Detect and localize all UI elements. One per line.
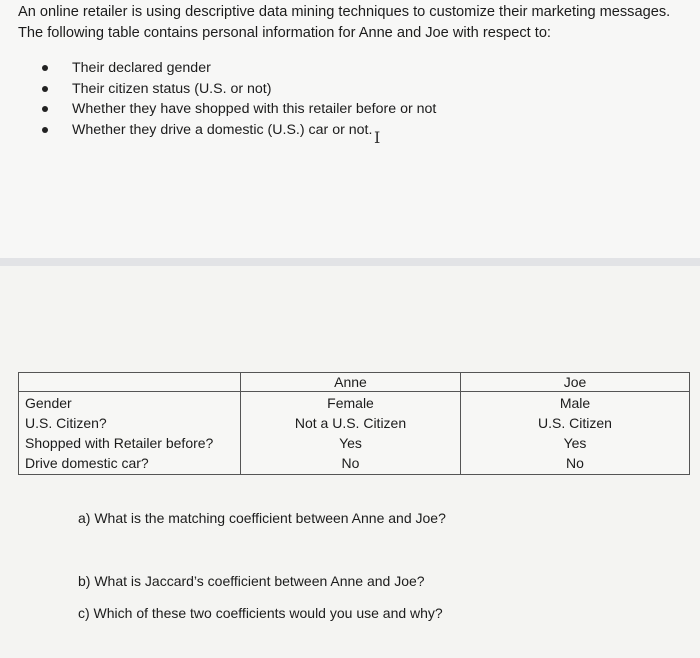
anne-column bbox=[241, 392, 461, 475]
joe-shopped: Yes bbox=[563, 435, 587, 451]
question-a: a) What is the matching coefficient between Anne and Joe? bbox=[78, 510, 446, 526]
intro-paragraph: An online retailer is using descriptive data mining techniques to customize their marketing messages. The following table contains personal information for Anne and Joe with respect to: bbox=[18, 4, 671, 41]
joe-car: No bbox=[566, 455, 584, 471]
joe-column bbox=[461, 392, 690, 475]
header-cell-blank bbox=[19, 373, 241, 392]
anne-car: No bbox=[341, 455, 360, 471]
text-cursor-icon: I bbox=[374, 128, 381, 147]
header-cell-anne: Anne bbox=[241, 373, 461, 392]
table-header-row bbox=[19, 373, 690, 392]
bullet-item: Whether they drive a domestic (U.S.) car or not. bbox=[36, 120, 436, 141]
page-divider bbox=[0, 258, 700, 266]
attribute-column bbox=[19, 392, 241, 475]
question-b: b) What is Jaccard’s coefficient between Anne and Joe? bbox=[78, 573, 425, 589]
bullet-item: Their declared gender bbox=[36, 58, 436, 79]
joe-citizen: U.S. Citizen bbox=[538, 415, 612, 431]
header-cell-joe: Joe bbox=[461, 373, 690, 392]
attribute-label-car: Drive domestic car? bbox=[25, 455, 149, 471]
table-row bbox=[19, 392, 690, 475]
bullet-item: Their citizen status (U.S. or not) bbox=[36, 79, 436, 100]
attribute-label-shopped: Shopped with Retailer before? bbox=[25, 435, 214, 451]
question-c: c) Which of these two coefficients would you use and why? bbox=[78, 605, 443, 621]
joe-gender: Male bbox=[559, 395, 591, 411]
attribute-table bbox=[18, 372, 690, 475]
anne-shopped: Yes bbox=[339, 435, 362, 451]
anne-citizen: Not a U.S. Citizen bbox=[294, 415, 407, 431]
bullet-item: Whether they have shopped with this retailer before or not bbox=[36, 99, 436, 120]
attribute-label-citizen: U.S. Citizen? bbox=[25, 415, 107, 431]
attribute-label-gender: Gender bbox=[25, 395, 72, 411]
anne-gender: Female bbox=[327, 395, 374, 411]
